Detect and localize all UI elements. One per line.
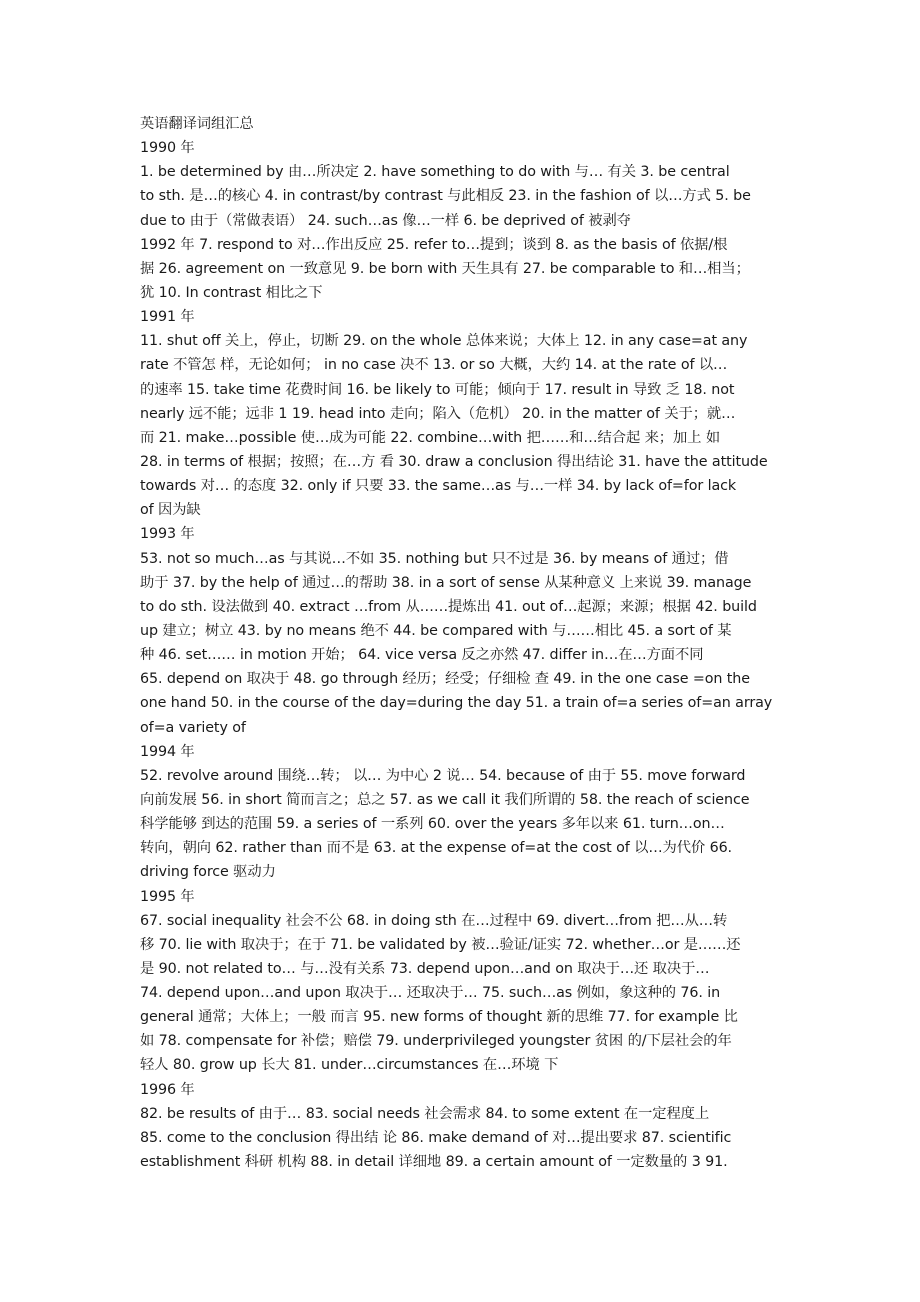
text-line: 据 26. agreement on 一致意见 9. be born with 天生具有 27. be comparable to 和…相当；	[140, 260, 750, 277]
section-heading: 1990 年	[140, 140, 195, 157]
text-line: rate 不管怎 样，无论如何； in no case 决不 13. or so 大概，大约 14. at the rate of 以…	[140, 357, 728, 374]
text-line: 助于 37. by the help of 通过…的帮助 38. in a sort of sense 从某种意义 上来说 39. manage	[140, 574, 752, 591]
text-line: to do sth. 设法做到 40. extract …from 从……提炼出 41. out of…起源；来源；根据 42. build	[140, 598, 757, 615]
text-line: up 建立；树立 43. by no means 绝不 44. be compared with 与……相比 45. a sort of 某	[140, 622, 732, 639]
text-line: 如 78. compensate for 补偿；赔偿 79. underprivileged youngster 贫困 的/下层社会的年	[140, 1033, 732, 1050]
text-line: 74. depend upon…and upon 取决于… 还取决于… 75. such…as 例如，象这种的 76. in	[140, 985, 721, 1002]
text-line: 53. not so much…as 与其说…不如 35. nothing but 只不过是 36. by means of 通过；借	[140, 550, 729, 567]
text-line: establishment 科研 机构 88. in detail 详细地 89. a certain amount of 一定数量的 3 91.	[140, 1154, 728, 1171]
section-heading: 1996 年	[140, 1081, 195, 1098]
text-line: 67. social inequality 社会不公 68. in doing sth 在…过程中 69. divert…from 把…从…转	[140, 912, 728, 929]
section-heading: 1995 年	[140, 888, 195, 905]
text-line: 种 46. set…… in motion 开始； 64. vice versa 反之亦然 47. differ in…在…方面不同	[140, 647, 704, 664]
text-line: 11. shut off 关上，停止，切断 29. on the whole 总体来说；大体上 12. in any case=at any	[140, 333, 748, 350]
section-heading: 1994 年	[140, 743, 195, 760]
text-line: one hand 50. in the course of the day=during the day 51. a train of=a series of=an array	[140, 695, 773, 712]
text-line: 转向，朝向 62. rather than 而不是 63. at the expense of=at the cost of 以…为代价 66.	[140, 840, 733, 857]
text-line: 科学能够 到达的范围 59. a series of 一系列 60. over the years 多年以来 61. turn…on…	[140, 816, 725, 833]
text-line: 移 70. lie with 取决于；在于 71. be validated by 被…验证/证实 72. whether…or 是……还	[140, 936, 741, 953]
text-line: 犹 10. In contrast 相比之下	[140, 284, 323, 301]
doc-title: 英语翻译词组汇总	[140, 116, 254, 132]
text-line: 轻人 80. grow up 长大 81. under…circumstances 在…环境 下	[140, 1057, 559, 1074]
text-line: to sth. 是…的核心 4. in contrast/by contrast 与此相反 23. in the fashion of 以…方式 5. be	[140, 188, 751, 205]
text-line: general 通常；大体上；一般 而言 95. new forms of thought 新的思维 77. for example 比	[140, 1009, 738, 1026]
text-line: of 因为缺	[140, 502, 201, 519]
text-line: 而 21. make…possible 使…成为可能 22. combine…with 把……和…结合起 来；加上 如	[140, 429, 721, 446]
text-line: 82. be results of 由于… 83. social needs 社会需求 84. to some extent 在一定程度上	[140, 1105, 710, 1122]
text-line: nearly 远不能；远非 1 19. head into 走向；陷入（危机） 20. in the matter of 关于；就…	[140, 405, 736, 422]
text-line: 28. in terms of 根据；按照；在…方 看 30. draw a conclusion 得出结论 31. have the attitude	[140, 453, 768, 470]
text-line: of=a variety of	[140, 719, 246, 736]
text-line: 52. revolve around 围绕…转； 以… 为中心 2 说… 54. because of 由于 55. move forward	[140, 767, 746, 784]
text-line: 是 90. not related to… 与…没有关系 73. depend upon…and on 取决于…还 取决于…	[140, 960, 710, 977]
text-line: due to 由于（常做表语） 24. such…as 像…一样 6. be deprived of 被剥夺	[140, 212, 631, 229]
text-line: 向前发展 56. in short 简而言之；总之 57. as we call it 我们所谓的 58. the reach of science	[140, 791, 750, 808]
text-line: driving force 驱动力	[140, 864, 276, 881]
text-line: 1992 年 7. respond to 对…作出反应 25. refer to…提到；谈到 8. as the basis of 依据/根	[140, 236, 728, 253]
text-line: 85. come to the conclusion 得出结 论 86. make demand of 对…提出要求 87. scientific	[140, 1129, 732, 1146]
section-heading: 1993 年	[140, 526, 195, 543]
text-line: 1. be determined by 由…所决定 2. have something to do with 与… 有关 3. be central	[140, 164, 730, 181]
text-line: 65. depend on 取决于 48. go through 经历；经受；仔细检 查 49. in the one case =on the	[140, 671, 750, 688]
section-heading: 1991 年	[140, 309, 195, 326]
document-body	[140, 112, 812, 1174]
text-line: towards 对… 的态度 32. only if 只要 33. the same…as 与…一样 34. by lack of=for lack	[140, 478, 737, 495]
text-line: 的速率 15. take time 花费时间 16. be likely to 可能；倾向于 17. result in 导致 乏 18. not	[140, 381, 735, 398]
